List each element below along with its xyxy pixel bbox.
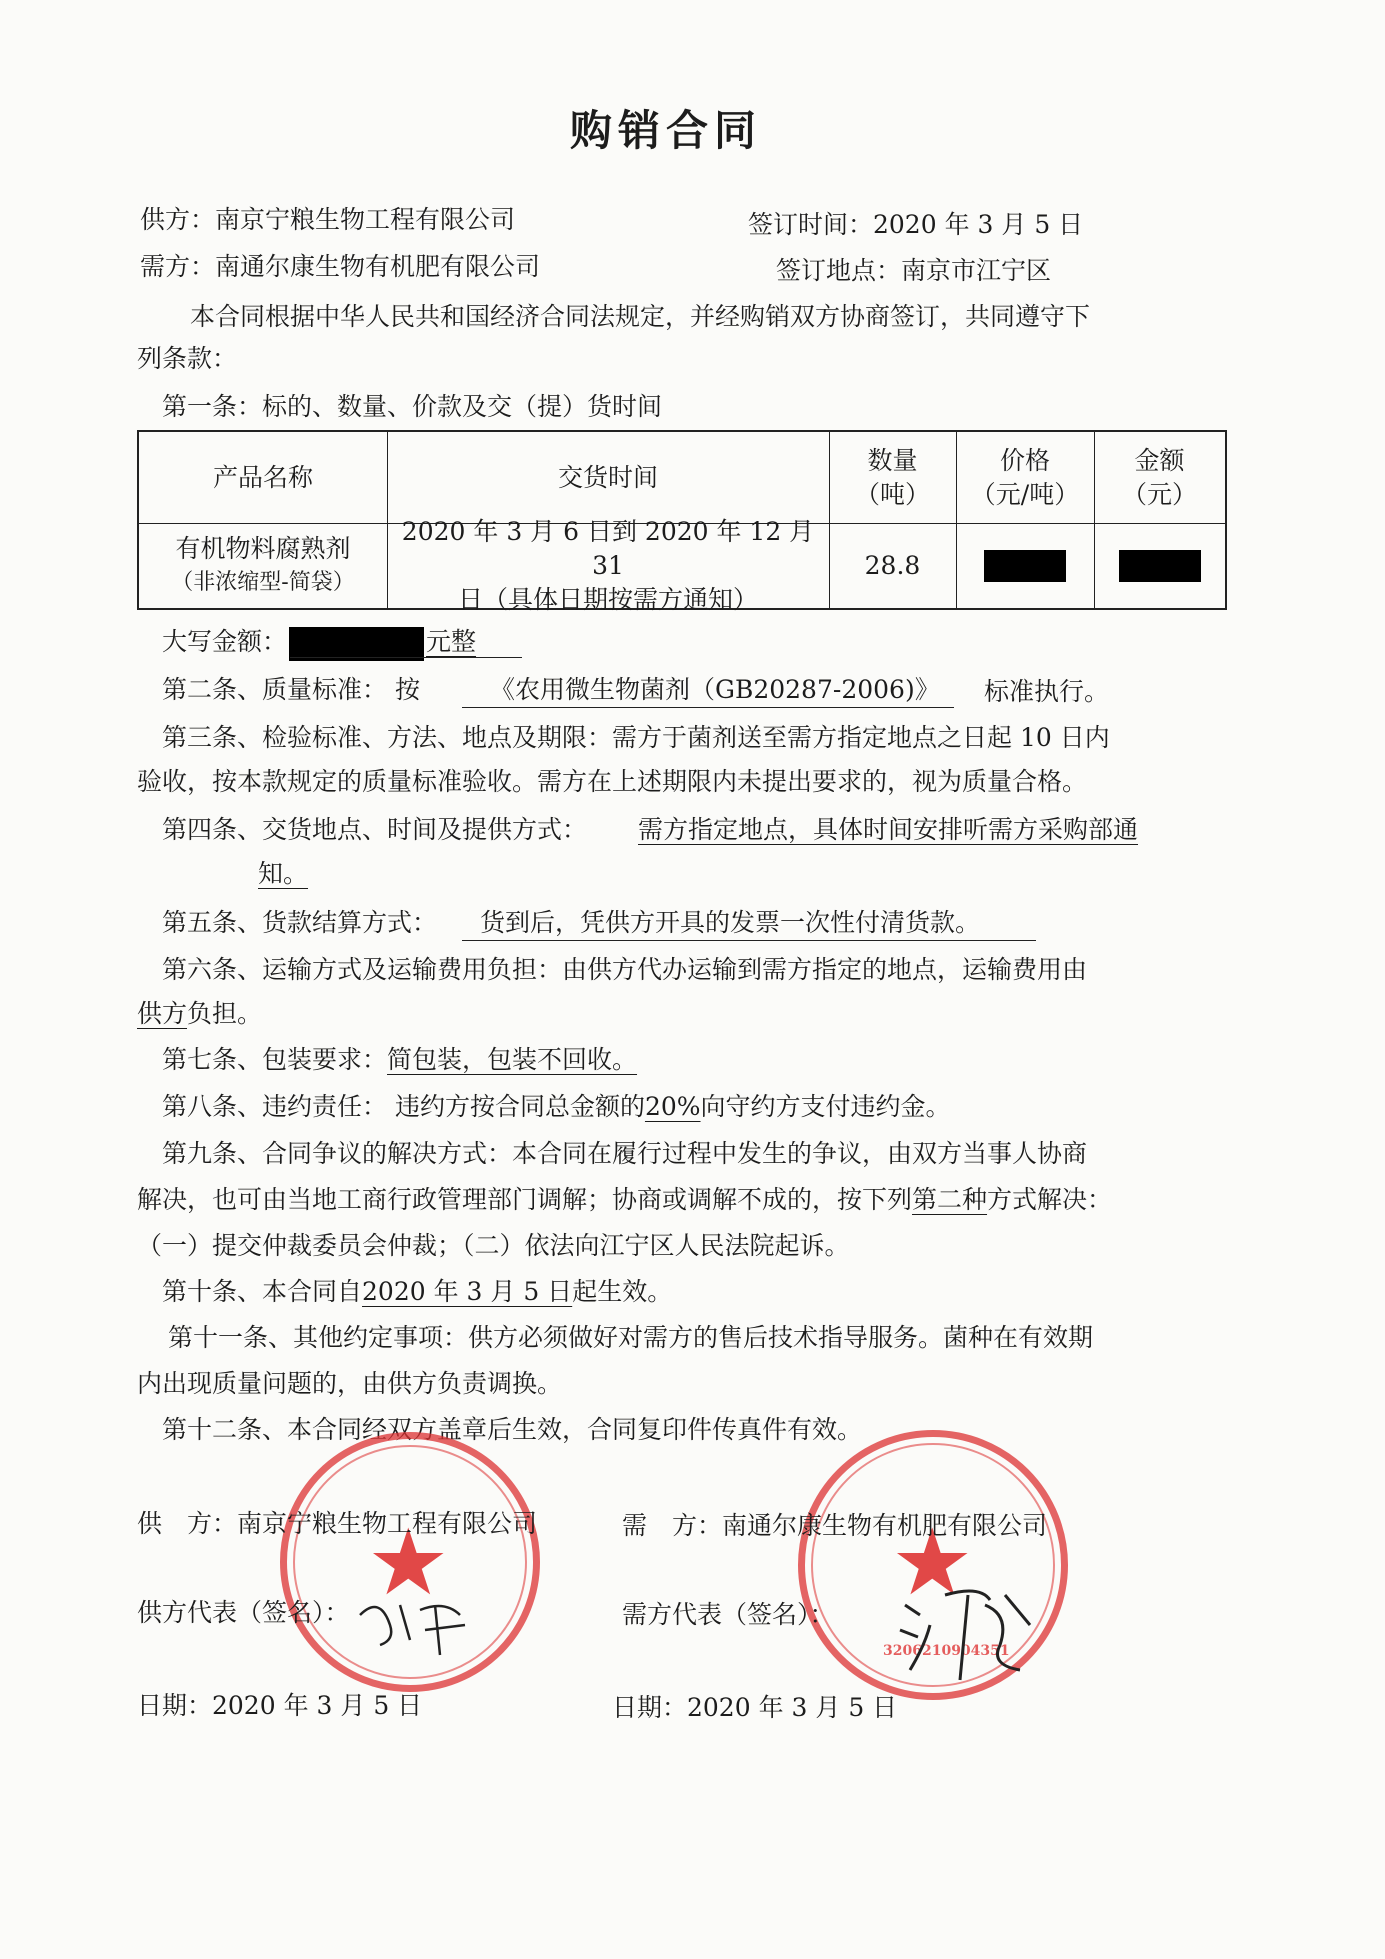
supplier-line: 供方：南京宁粮生物工程有限公司 [140, 205, 516, 234]
row-delivery: 2020 年 3 月 6 日到 2020 年 12 月 31 日（具体日期按需方通知） [401, 516, 815, 614]
article-2-standard: 《农用微生物菌剂（GB20287-2006)》 [490, 675, 940, 704]
buyer-date: 日期：2020 年 3 月 5 日 [612, 1693, 898, 1722]
row-product: 有机物料腐熟剂 （非浓缩型-简袋） [171, 533, 355, 595]
article-6-line-2: 供方负担。 [137, 999, 263, 1028]
article-9-line-2: 解决，也可由当地工商行政管理部门调解；协商或调解不成的，按下列第二种方式解决： [137, 1185, 1113, 1214]
header-quantity: 数量 （吨） [854, 445, 930, 509]
buyer-handwritten-signature [890, 1575, 1040, 1685]
article-11-line-1: 第十一条、其他约定事项：供方必须做好对需方的售后技术指导服务。菌种在有效期 [168, 1323, 1094, 1352]
header-delivery: 交货时间 [557, 462, 658, 492]
article-9-line-3: （一）提交仲裁委员会仲裁；（二）依法向江宁区人民法院起诉。 [137, 1231, 850, 1260]
article-1-title: 第一条：标的、数量、价款及交（提）货时间 [162, 392, 663, 421]
row-quantity: 28.8 [864, 550, 921, 580]
article-2-end: 标准执行。 [984, 677, 1110, 706]
buyer-line: 需方：南通尔康生物有机肥有限公司 [140, 252, 541, 281]
capital-amount: 大写金额： 元整 [162, 626, 476, 661]
supplier-date: 日期：2020 年 3 月 5 日 [137, 1691, 423, 1720]
header-price: 价格 （元/吨） [970, 445, 1080, 509]
article-11-line-2: 内出现质量问题的，由供方负责调换。 [137, 1369, 563, 1398]
goods-table [137, 430, 1227, 614]
intro-line-1: 本合同根据中华人民共和国经济合同法规定，并经购销双方协商签订，共同遵守下 [190, 302, 1091, 331]
article-7: 第七条、包装要求：简包装，包装不回收。 [162, 1045, 638, 1074]
article-5: 第五条、货款结算方式： [162, 908, 438, 937]
header-amount: 金额 （元） [1121, 445, 1197, 509]
article-12: 第十二条、本合同经双方盖章后生效，合同复印件传真件有效。 [162, 1415, 863, 1444]
article-4-detail-2: 知。 [258, 859, 309, 888]
article-4: 第四条、交货地点、时间及提供方式： [162, 815, 588, 844]
supplier-signature-line: 供 方：南京宁粮生物工程有限公司 [137, 1509, 538, 1538]
header-product: 产品名称 [212, 462, 313, 492]
sign-time: 签订时间：2020 年 3 月 5 日 [748, 210, 1084, 239]
article-3-line-2: 验收，按本款规定的质量标准验收。需方在上述期限内未提出要求的，视为质量合格。 [137, 767, 1088, 796]
article-4-detail-1: 需方指定地点，具体时间安排听需方采购部通 [638, 815, 1139, 844]
buyer-rep-label: 需方代表（签名）： [622, 1600, 835, 1629]
row-amount-redacted [1094, 523, 1225, 608]
supplier-handwritten-signature [350, 1585, 480, 1665]
article-6-line-1: 第六条、运输方式及运输费用负担：由供方代办运输到需方指定的地点，运输费用由 [162, 955, 1088, 984]
article-3-line-1: 第三条、检验标准、方法、地点及期限：需方于菌剂送至需方指定地点之日起 10 日内 [162, 723, 1110, 752]
article-5-detail: 货到后，凭供方开具的发票一次性付清货款。 [480, 908, 981, 937]
buyer-seal: ★ 3206210904351 [798, 1430, 1068, 1700]
supplier-rep-label: 供方代表（签名）： [137, 1598, 350, 1627]
intro-line-2: 列条款： [137, 344, 238, 373]
row-price-redacted [956, 523, 1094, 608]
page-title: 购销合同 [570, 106, 763, 155]
supplier-seal: ★ [280, 1432, 540, 1692]
sign-place: 签订地点：南京市江宁区 [776, 256, 1052, 285]
article-9-line-1: 第九条、合同争议的解决方式：本合同在履行过程中发生的争议，由双方当事人协商 [162, 1139, 1088, 1168]
article-2: 第二条、质量标准： 按 [162, 675, 420, 704]
article-8: 第八条、违约责任： 违约方按合同总金额的20%向守约方支付违约金。 [162, 1092, 951, 1121]
buyer-signature-line: 需 方：南通尔康生物有机肥有限公司 [622, 1511, 1048, 1540]
capital-amount-redacted [289, 627, 424, 661]
article-10: 第十条、本合同自2020 年 3 月 5 日起生效。 [162, 1277, 673, 1306]
